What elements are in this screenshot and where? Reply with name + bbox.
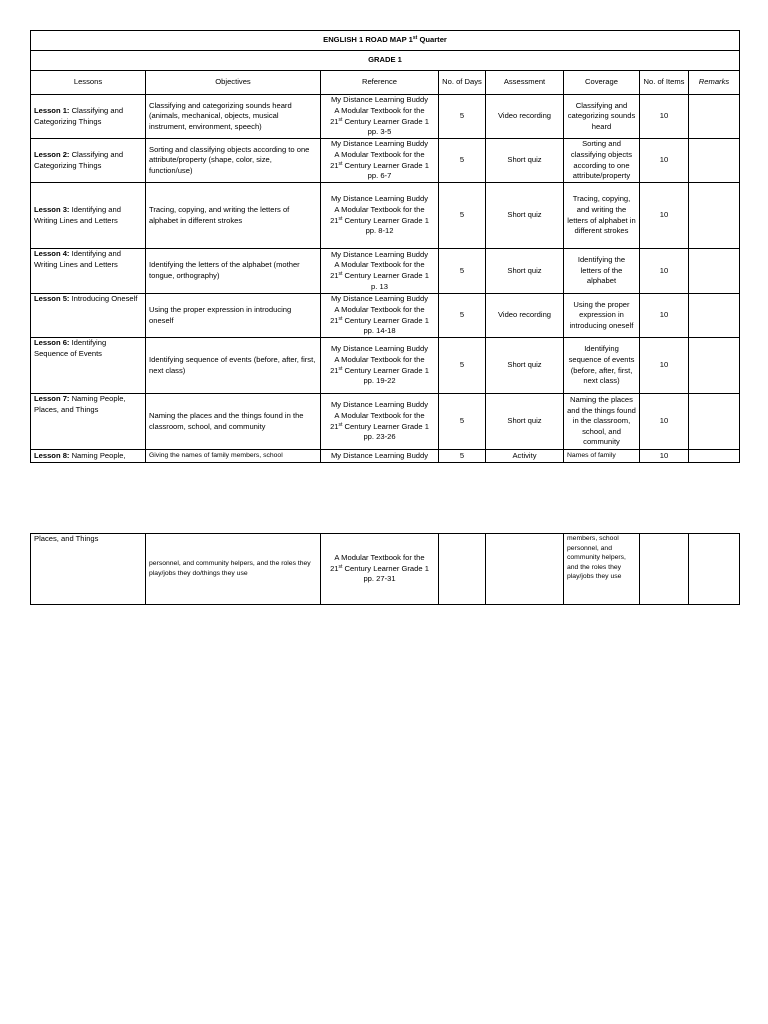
table-row [31,338,740,394]
reference-line: Century Learner Grade 1 [342,160,429,170]
reference-line: My Distance Learning Buddy [330,400,429,410]
items-cell: 10 [640,394,689,450]
days-cell: 5 [439,249,486,294]
lesson-title: Naming People, [69,450,126,460]
coverage-cell: Names of family [564,450,640,463]
grade-row [31,51,740,71]
items-cell: 10 [640,294,689,338]
header-reference: Reference [321,71,439,95]
reference-line: A Modular Textbook for the [334,260,425,270]
lesson-cell [31,450,146,463]
days-cell: 5 [439,450,486,463]
table-row [31,450,740,463]
roadmap-table-continued [30,533,740,605]
assessment-cell: Short quiz [486,338,564,394]
reference-sup: st [338,116,343,123]
remarks-cell [689,450,740,463]
table-row [31,534,740,605]
coverage-cell: Sorting and classifying objects according to one attribute/property [564,139,640,183]
lesson-title: Introducing Oneself [69,294,138,303]
lesson-cell [31,95,146,139]
reference-pages: pp. 19-22 [363,376,396,386]
reference-pages: pp. 27-31 [363,574,396,584]
assessment-cell: Short quiz [486,394,564,450]
grade-label: GRADE 1 [31,51,740,71]
reference-line: Century Learner Grade 1 [342,365,429,375]
reference-line: My Distance Learning Buddy [330,294,429,304]
reference-pages: pp. 14-18 [363,326,396,336]
days-cell: 5 [439,139,486,183]
reference-line: 21 [330,315,339,325]
remarks-cell [689,183,740,249]
objective-cell: Using the proper expression in introducing oneself [146,294,321,338]
coverage-cell: Identifying the letters of the alphabet [564,249,640,294]
header-lessons: Lessons [31,71,146,95]
remarks-cell [689,534,740,605]
reference-line: My Distance Learning Buddy [330,139,429,149]
remarks-cell [689,139,740,183]
reference-line: Century Learner Grade 1 [342,271,429,280]
lesson-title: Naming People, Places, and Things [34,394,126,414]
lesson-number: Lesson 4: [34,249,70,258]
lesson-cell [31,338,146,394]
lesson-cell [31,294,146,338]
lesson-cell [31,394,146,450]
reference-line: A Modular Textbook for the [334,304,425,314]
remarks-cell [689,294,740,338]
table-title [31,31,740,51]
lesson-cell [31,249,146,294]
days-cell: 5 [439,183,486,249]
reference-sup: st [338,563,343,570]
reference-line: A Modular Textbook for the [334,354,425,364]
reference-sup: st [338,365,343,372]
reference-line: 21 [330,116,339,126]
table-row [31,294,740,338]
assessment-cell: Short quiz [486,249,564,294]
reference-line: 21 [330,563,339,573]
items-cell: 10 [640,139,689,183]
assessment-cell: Video recording [486,294,564,338]
title-suffix: Quarter [417,35,447,45]
lesson-title: Classifying and Categorizing Things [34,105,124,126]
remarks-cell [689,249,740,294]
items-cell: 10 [640,450,689,463]
days-cell: 5 [439,394,486,450]
reference-line: My Distance Learning Buddy [330,194,429,204]
reference-line: 21 [330,271,339,280]
header-row [31,71,740,95]
items-cell: 10 [640,338,689,394]
lesson-title: Identifying and Writing Lines and Letters [34,204,121,225]
reference-cell [321,95,439,139]
days-cell: 5 [439,95,486,139]
reference-line: My Distance Learning Buddy [330,249,429,259]
lesson-title: Classifying and Categorizing Things [34,149,124,170]
reference-cell [321,394,439,450]
reference-cell [321,338,439,394]
reference-line: Century Learner Grade 1 [342,421,429,431]
objective-cell: personnel, and community helpers, and the roles they play/jobs they do/things they use [146,534,321,605]
header-remarks: Remarks [689,71,740,95]
coverage-cell: Naming the places and the things found in the classroom, school, and community [564,394,640,450]
header-assessment: Assessment [486,71,564,95]
table-row [31,249,740,294]
roadmap-table [30,30,740,463]
title-prefix: ENGLISH 1 ROAD MAP 1 [323,35,413,45]
reference-line: 21 [330,421,339,431]
objective-cell: Classifying and categorizing sounds heard (animals, mechanical, objects, musical instrument, environment, speech) [146,95,321,139]
reference-line: A Modular Textbook for the [334,149,425,159]
assessment-cell: Short quiz [486,139,564,183]
reference-pages: pp. 6-7 [367,171,392,181]
items-cell [640,534,689,605]
reference-line: A Modular Textbook for the [334,105,425,115]
reference-line: 21 [330,160,339,170]
items-cell: 10 [640,183,689,249]
reference-pages: pp. 23-26 [363,432,396,442]
table-row [31,95,740,139]
coverage-cell: Identifying sequence of events (before, after, first, next class) [564,338,640,394]
assessment-cell: Video recording [486,95,564,139]
header-items: No. of Items [640,71,689,95]
objective-cell: Sorting and classifying objects according to one attribute/property (shape, color, size, function/use) [146,139,321,183]
remarks-cell [689,95,740,139]
assessment-cell: Short quiz [486,183,564,249]
lesson-number: Lesson 8: [34,450,70,460]
lesson-title: Identifying and Writing Lines and Letters [34,249,121,269]
objective-cell: Identifying sequence of events (before, after, first, next class) [146,338,321,394]
reference-pages: pp. 8-12 [365,226,394,236]
reference-pages: pp. 3-5 [367,127,392,137]
reference-line: Century Learner Grade 1 [342,315,429,325]
header-coverage: Coverage [564,71,640,95]
reference-line: Century Learner Grade 1 [342,116,429,126]
assessment-cell: Activity [486,450,564,463]
title-sup: st [412,35,418,42]
coverage-cell: members, school personnel, and community helpers, and the roles they play/jobs they use [564,534,640,605]
reference-cell: My Distance Learning Buddy [321,450,439,463]
title-row [31,31,740,51]
header-objectives: Objectives [146,71,321,95]
reference-cell [321,249,439,294]
lesson-cell [31,139,146,183]
lesson-number: Lesson 2: [34,149,70,159]
objective-cell: Giving the names of family members, school [146,450,321,463]
reference-cell [321,294,439,338]
days-cell: 5 [439,338,486,394]
lesson-title: Identifying Sequence of Events [34,338,107,358]
table-row [31,139,740,183]
reference-sup: st [338,315,343,322]
reference-line: My Distance Learning Buddy [330,95,429,105]
items-cell: 10 [640,95,689,139]
lesson-number: Lesson 5: [34,294,70,303]
reference-sup: st [338,421,343,428]
lesson-cell: Places, and Things [31,534,146,605]
coverage-cell: Using the proper expression in introducing oneself [564,294,640,338]
header-days: No. of Days [439,71,486,95]
reference-sup: st [338,215,343,222]
lesson-number: Lesson 1: [34,105,70,115]
reference-line: Century Learner Grade 1 [342,563,429,573]
coverage-cell: Tracing, copying, and writing the letters of alphabet in different strokes [564,183,640,249]
reference-pages: p. 13 [371,281,388,291]
lesson-cell [31,183,146,249]
table-row [31,183,740,249]
reference-cell [321,183,439,249]
lesson-number: Lesson 3: [34,204,70,214]
reference-line: 21 [330,215,339,225]
lesson-number: Lesson 6: [34,338,70,347]
objective-cell: Tracing, copying, and writing the letters of alphabet in different strokes [146,183,321,249]
reference-line: My Distance Learning Buddy [330,344,429,354]
remarks-cell [689,338,740,394]
coverage-cell: Classifying and categorizing sounds heard [564,95,640,139]
reference-line: Century Learner Grade 1 [342,215,429,225]
objective-cell: Naming the places and the things found in the classroom, school, and community [146,394,321,450]
assessment-cell [486,534,564,605]
lesson-number: Lesson 7: [34,394,70,403]
reference-line: 21 [330,365,339,375]
reference-sup: st [338,160,343,167]
reference-cell [321,534,439,605]
reference-sup: st [338,271,343,277]
items-cell: 10 [640,249,689,294]
reference-cell [321,139,439,183]
remarks-cell [689,394,740,450]
reference-line: A Modular Textbook for the [334,410,425,420]
reference-line: A Modular Textbook for the [334,204,425,214]
reference-line: A Modular Textbook for the [334,553,425,563]
days-cell: 5 [439,294,486,338]
objective-cell: Identifying the letters of the alphabet (mother tongue, orthography) [146,249,321,294]
days-cell [439,534,486,605]
table-row [31,394,740,450]
